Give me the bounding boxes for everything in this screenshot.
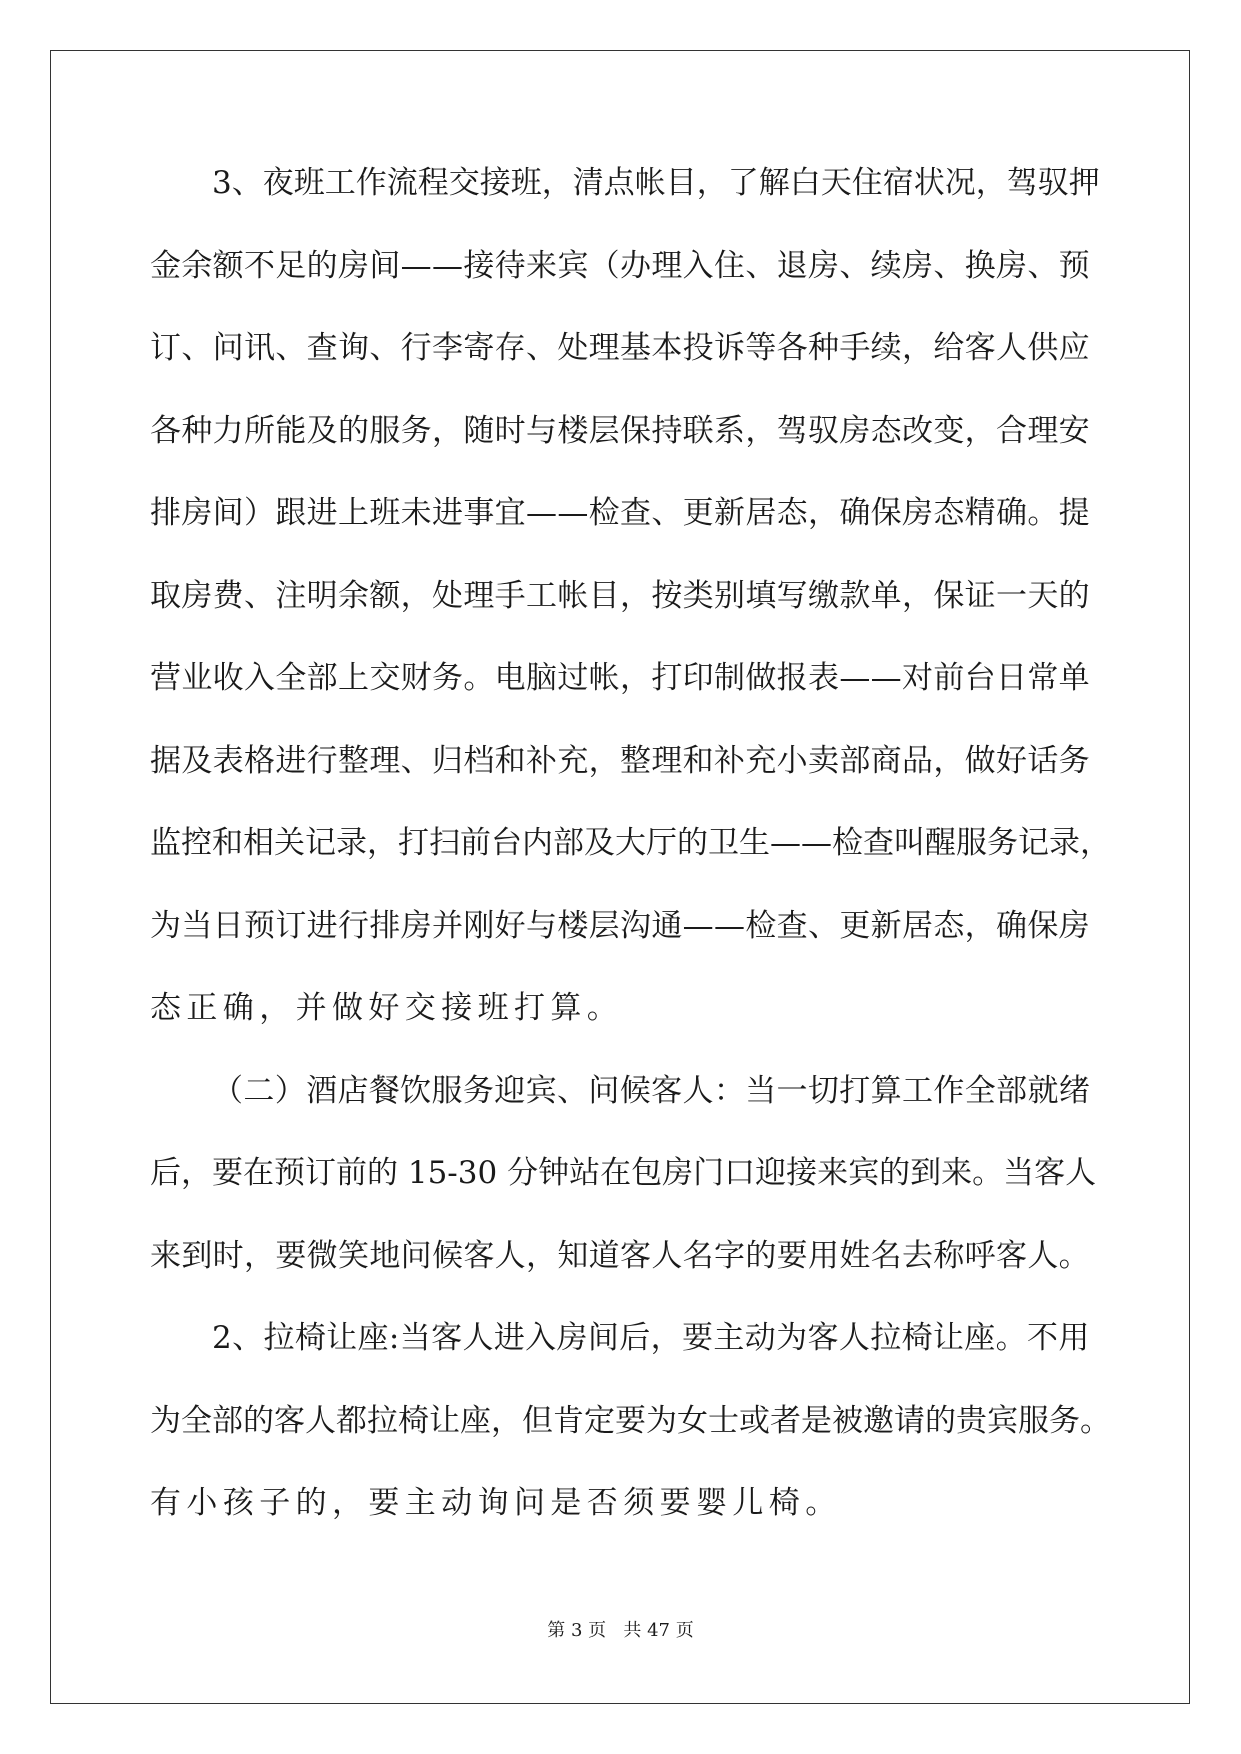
paragraph-line: 各种力所能及的服务，随时与楼层保持联系，驾驭房态改变，合理安 [150, 412, 1090, 449]
document-body [150, 163, 1111, 1566]
paragraph-line: 来到时，要微笑地问候客人，知道客人名字的要用姓名去称呼客人。 [150, 1237, 1090, 1274]
paragraph-line: 态正确，并做好交接班打算。 [150, 990, 624, 1026]
paragraph-line: 有小孩子的，要主动询问是否须要婴儿椅。 [150, 1485, 842, 1521]
paragraph-line: 为当日预订进行排房并刚好与楼层沟通——检查、更新居态，确保房 [150, 907, 1090, 944]
paragraph-line: 后，要在预订前的 15-30 分钟站在包房门口迎接来宾的到来。当客人 [150, 1155, 1097, 1191]
paragraph-line: 取房费、注明余额，处理手工帐目，按类别填写缴款单，保证一天的 [150, 577, 1090, 614]
paragraph-line: 订、问讯、查询、行李寄存、处理基本投诉等各种手续，给客人供应 [150, 330, 1090, 366]
paragraph-line: 据及表格进行整理、归档和补充，整理和补充小卖部商品，做好话务 [150, 742, 1090, 779]
paragraph-line: 监控和相关记录，打扫前台内部及大厅的卫生——检查叫醒服务记录， [150, 825, 1111, 861]
paragraph-line: 2、拉椅让座:当客人进入房间后，要主动为客人拉椅让座。不用 [212, 1320, 1090, 1356]
paragraph-line: 营业收入全部上交财务。电脑过帐，打印制做报表——对前台日常单 [150, 660, 1090, 696]
page-number-footer: 第 3 页 共 47 页 [547, 1620, 694, 1641]
paragraph-line: 排房间）跟进上班未进事宜——检查、更新居态，确保房态精确。提 [150, 495, 1090, 531]
paragraph-line: 为全部的客人都拉椅让座，但肯定要为女士或者是被邀请的贵宾服务。 [150, 1402, 1111, 1439]
paragraph-line: 金余额不足的房间——接待来宾（办理入住、退房、续房、换房、预 [150, 247, 1090, 284]
paragraph-line: （二）酒店餐饮服务迎宾、问候客人：当一切打算工作全部就绪 [212, 1072, 1091, 1109]
paragraph-line: 3、夜班工作流程交接班，清点帐目，了解白天住宿状况，驾驭押 [212, 165, 1100, 201]
